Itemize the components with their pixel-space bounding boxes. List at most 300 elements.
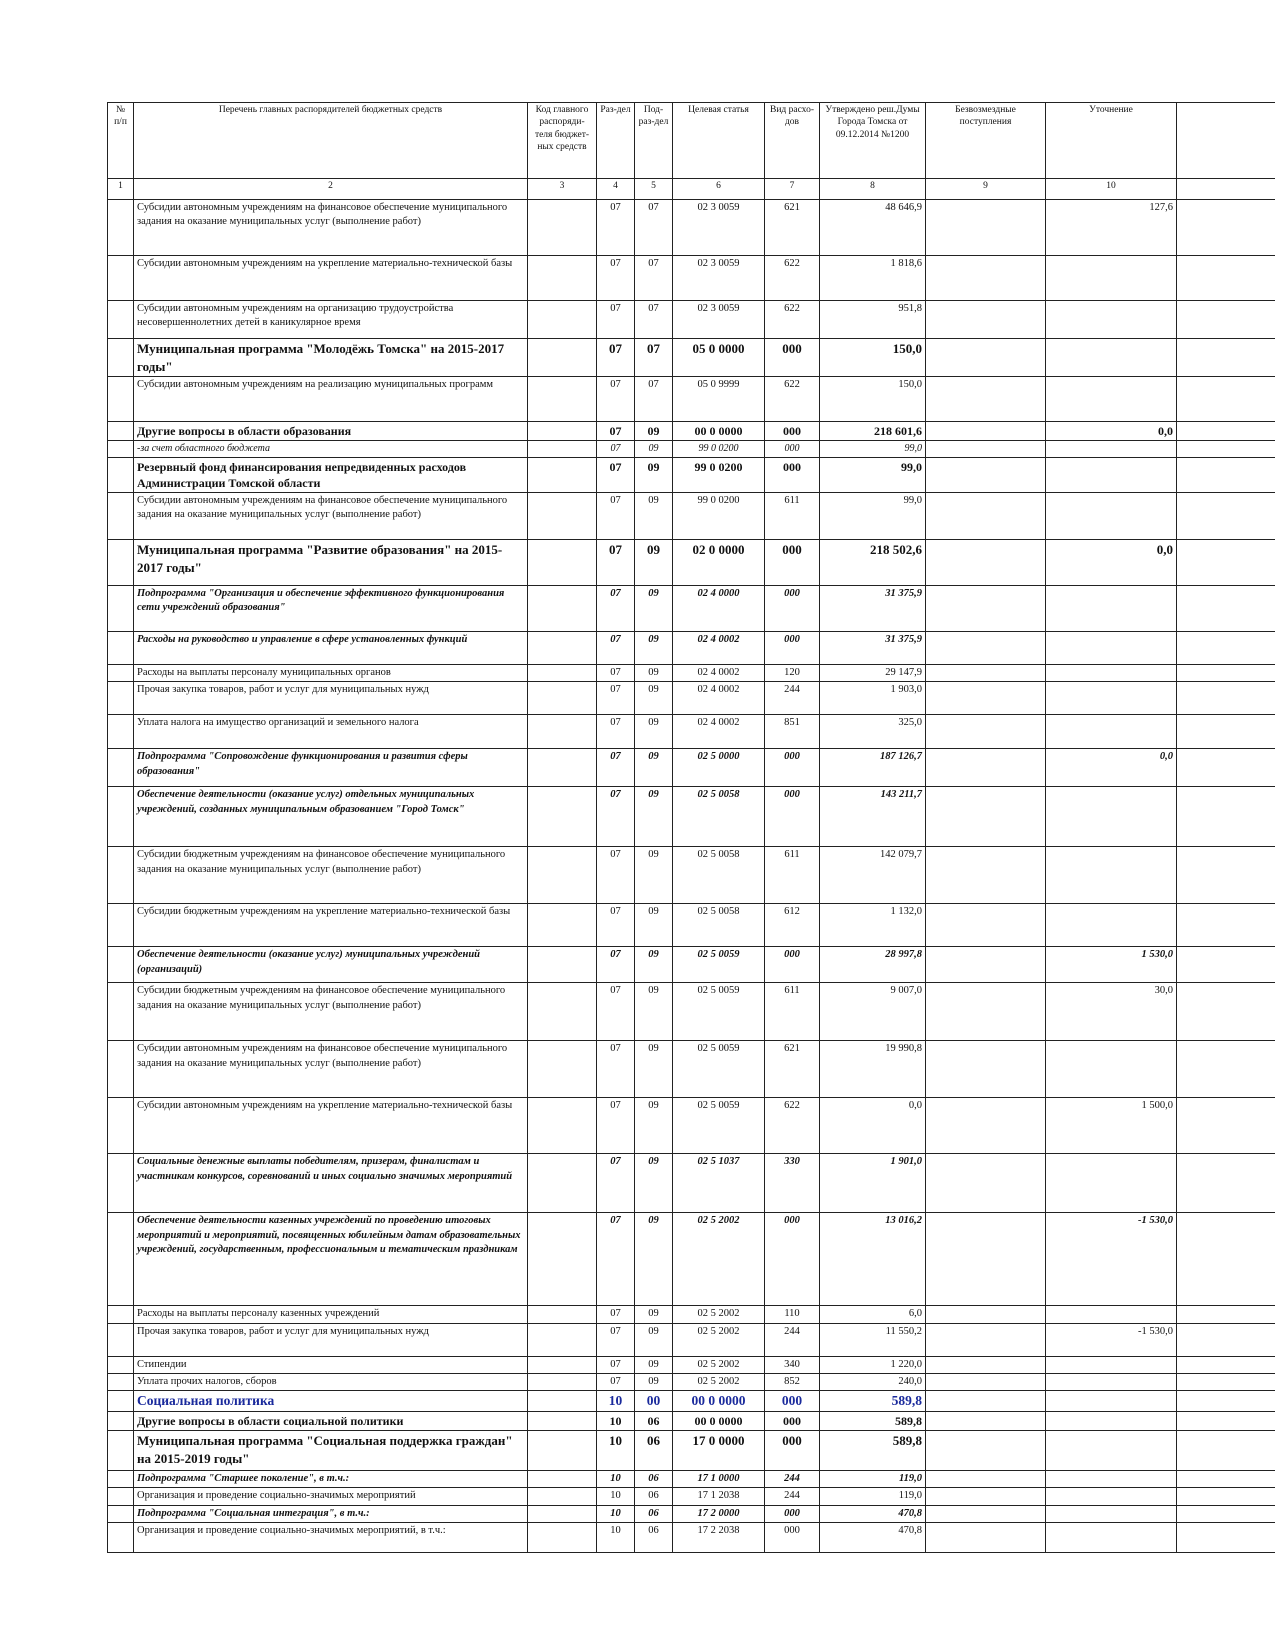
row-approved: 589,8 bbox=[820, 1431, 926, 1471]
row-gratuitous bbox=[926, 1488, 1046, 1505]
table-row bbox=[108, 1390, 1275, 1411]
row-name: Резервный фонд финансирования непредвиденных расходов Администрации Томской области bbox=[134, 457, 528, 492]
row-approved: 0,0 bbox=[820, 1098, 926, 1154]
row-approved: 99,0 bbox=[820, 457, 926, 492]
row-section: 07 bbox=[597, 301, 635, 339]
row-extra bbox=[1177, 1488, 1275, 1505]
row-name: Подпрограмма "Сопровождение функционирования и развития сферы образования" bbox=[134, 749, 528, 787]
row-num bbox=[108, 457, 134, 492]
row-gratuitous bbox=[926, 586, 1046, 632]
row-section: 07 bbox=[597, 1356, 635, 1373]
row-gratuitous bbox=[926, 749, 1046, 787]
row-code bbox=[528, 586, 597, 632]
row-expense-type: 000 bbox=[765, 422, 820, 441]
row-section: 07 bbox=[597, 256, 635, 301]
row-approved: 218 502,6 bbox=[820, 540, 926, 586]
row-expense-type: 000 bbox=[765, 749, 820, 787]
row-target: 02 5 0000 bbox=[673, 749, 765, 787]
row-clarification bbox=[1046, 1041, 1177, 1098]
row-num bbox=[108, 715, 134, 749]
row-subsection: 09 bbox=[635, 1356, 673, 1373]
row-code bbox=[528, 1154, 597, 1213]
row-clarification bbox=[1046, 1306, 1177, 1323]
row-num bbox=[108, 1390, 134, 1411]
table-row bbox=[108, 301, 1275, 339]
row-num bbox=[108, 1505, 134, 1522]
row-extra bbox=[1177, 1098, 1275, 1154]
table-row bbox=[108, 947, 1275, 983]
row-subsection: 09 bbox=[635, 1098, 673, 1154]
row-code bbox=[528, 256, 597, 301]
row-name: Субсидии автономным учреждениям на укрепление материально-технической базы bbox=[134, 256, 528, 301]
row-target: 05 0 9999 bbox=[673, 377, 765, 422]
header-num: № п/п bbox=[108, 103, 134, 179]
row-name: Субсидии автономным учреждениям на финансовое обеспечение муниципального задания на оказание муниципальных услуг (выполнение работ) bbox=[134, 493, 528, 540]
row-code bbox=[528, 377, 597, 422]
row-extra bbox=[1177, 1356, 1275, 1373]
row-clarification bbox=[1046, 256, 1177, 301]
row-subsection: 09 bbox=[635, 1373, 673, 1390]
row-approved: 1 818,6 bbox=[820, 256, 926, 301]
row-num bbox=[108, 1041, 134, 1098]
row-num bbox=[108, 1356, 134, 1373]
row-code bbox=[528, 540, 597, 586]
row-num bbox=[108, 377, 134, 422]
row-target: 02 3 0059 bbox=[673, 200, 765, 256]
row-code bbox=[528, 339, 597, 377]
row-target: 00 0 0000 bbox=[673, 1390, 765, 1411]
row-approved: 240,0 bbox=[820, 1373, 926, 1390]
table-row bbox=[108, 847, 1275, 904]
row-section: 10 bbox=[597, 1522, 635, 1552]
row-subsection: 09 bbox=[635, 983, 673, 1041]
row-target: 17 1 2038 bbox=[673, 1488, 765, 1505]
row-clarification bbox=[1046, 339, 1177, 377]
row-subsection: 09 bbox=[635, 715, 673, 749]
row-code bbox=[528, 422, 597, 441]
column-number-row bbox=[108, 179, 1275, 200]
table-row bbox=[108, 377, 1275, 422]
row-num bbox=[108, 682, 134, 715]
row-section: 07 bbox=[597, 1213, 635, 1306]
row-clarification bbox=[1046, 904, 1177, 947]
row-code bbox=[528, 301, 597, 339]
header-expense-type: Вид расхо-дов bbox=[765, 103, 820, 179]
row-gratuitous bbox=[926, 1471, 1046, 1488]
row-extra bbox=[1177, 1431, 1275, 1471]
row-section: 10 bbox=[597, 1488, 635, 1505]
row-expense-type: 622 bbox=[765, 301, 820, 339]
row-target: 02 5 2002 bbox=[673, 1323, 765, 1356]
row-expense-type: 612 bbox=[765, 904, 820, 947]
row-code bbox=[528, 665, 597, 682]
row-num bbox=[108, 441, 134, 458]
row-clarification bbox=[1046, 787, 1177, 847]
row-target: 02 5 2002 bbox=[673, 1373, 765, 1390]
row-code bbox=[528, 904, 597, 947]
row-target: 02 4 0002 bbox=[673, 715, 765, 749]
row-subsection: 09 bbox=[635, 947, 673, 983]
col-number: 1 bbox=[108, 179, 134, 200]
row-name: Субсидии автономным учреждениям на организацию трудоустройства несовершеннолетних детей в каникулярное время bbox=[134, 301, 528, 339]
row-expense-type: 000 bbox=[765, 586, 820, 632]
row-extra bbox=[1177, 983, 1275, 1041]
row-name: Муниципальная программа "Социальная поддержка граждан" на 2015-2019 годы" bbox=[134, 1431, 528, 1471]
row-subsection: 06 bbox=[635, 1505, 673, 1522]
row-gratuitous bbox=[926, 1323, 1046, 1356]
row-expense-type: 622 bbox=[765, 256, 820, 301]
table-row bbox=[108, 457, 1275, 492]
row-clarification bbox=[1046, 1488, 1177, 1505]
row-clarification bbox=[1046, 301, 1177, 339]
row-subsection: 09 bbox=[635, 493, 673, 540]
row-gratuitous bbox=[926, 847, 1046, 904]
row-subsection: 07 bbox=[635, 339, 673, 377]
row-gratuitous bbox=[926, 377, 1046, 422]
row-code bbox=[528, 983, 597, 1041]
table-row bbox=[108, 422, 1275, 441]
table-row bbox=[108, 1412, 1275, 1431]
row-extra bbox=[1177, 586, 1275, 632]
row-subsection: 09 bbox=[635, 749, 673, 787]
row-num bbox=[108, 1323, 134, 1356]
row-clarification: -1 530,0 bbox=[1046, 1323, 1177, 1356]
row-gratuitous bbox=[926, 947, 1046, 983]
row-clarification bbox=[1046, 1356, 1177, 1373]
row-target: 02 0 0000 bbox=[673, 540, 765, 586]
row-approved: 9 007,0 bbox=[820, 983, 926, 1041]
table-row bbox=[108, 441, 1275, 458]
row-name: Стипендии bbox=[134, 1356, 528, 1373]
row-expense-type: 000 bbox=[765, 457, 820, 492]
row-approved: 325,0 bbox=[820, 715, 926, 749]
row-name: Другие вопросы в области образования bbox=[134, 422, 528, 441]
row-target: 02 3 0059 bbox=[673, 256, 765, 301]
row-target: 02 4 0002 bbox=[673, 682, 765, 715]
row-subsection: 09 bbox=[635, 1306, 673, 1323]
table-row bbox=[108, 200, 1275, 256]
row-subsection: 06 bbox=[635, 1412, 673, 1431]
row-clarification bbox=[1046, 847, 1177, 904]
row-approved: 6,0 bbox=[820, 1306, 926, 1323]
table-body bbox=[108, 200, 1275, 1553]
row-clarification: 1 530,0 bbox=[1046, 947, 1177, 983]
row-target: 02 5 0059 bbox=[673, 1098, 765, 1154]
row-gratuitous bbox=[926, 1412, 1046, 1431]
row-expense-type: 000 bbox=[765, 540, 820, 586]
row-name: Подпрограмма "Социальная интеграция", в т.ч.: bbox=[134, 1505, 528, 1522]
row-num bbox=[108, 904, 134, 947]
row-expense-type: 000 bbox=[765, 947, 820, 983]
row-num bbox=[108, 1471, 134, 1488]
row-gratuitous bbox=[926, 441, 1046, 458]
header-code: Код главного распоряди-теля бюджет-ных средств bbox=[528, 103, 597, 179]
row-gratuitous bbox=[926, 1098, 1046, 1154]
row-subsection: 09 bbox=[635, 682, 673, 715]
row-expense-type: 000 bbox=[765, 1390, 820, 1411]
row-target: 02 5 2002 bbox=[673, 1213, 765, 1306]
row-expense-type: 244 bbox=[765, 1471, 820, 1488]
col-number: 9 bbox=[926, 179, 1046, 200]
row-subsection: 09 bbox=[635, 787, 673, 847]
row-subsection: 09 bbox=[635, 632, 673, 665]
row-extra bbox=[1177, 749, 1275, 787]
row-num bbox=[108, 632, 134, 665]
row-approved: 11 550,2 bbox=[820, 1323, 926, 1356]
row-clarification: -1 530,0 bbox=[1046, 1213, 1177, 1306]
row-code bbox=[528, 200, 597, 256]
row-approved: 951,8 bbox=[820, 301, 926, 339]
row-num bbox=[108, 256, 134, 301]
row-clarification bbox=[1046, 715, 1177, 749]
row-name: Субсидии автономным учреждениям на финансовое обеспечение муниципального задания на оказание муниципальных услуг (выполнение работ) bbox=[134, 200, 528, 256]
row-gratuitous bbox=[926, 1373, 1046, 1390]
table-row bbox=[108, 1505, 1275, 1522]
row-extra bbox=[1177, 256, 1275, 301]
row-code bbox=[528, 1522, 597, 1552]
row-num bbox=[108, 493, 134, 540]
row-expense-type: 110 bbox=[765, 1306, 820, 1323]
row-name: Обеспечение деятельности (оказание услуг) муниципальных учреждений (организаций) bbox=[134, 947, 528, 983]
row-name: Уплата прочих налогов, сборов bbox=[134, 1373, 528, 1390]
row-num bbox=[108, 847, 134, 904]
row-subsection: 09 bbox=[635, 904, 673, 947]
row-code bbox=[528, 632, 597, 665]
row-num bbox=[108, 1213, 134, 1306]
row-section: 07 bbox=[597, 1373, 635, 1390]
row-section: 10 bbox=[597, 1431, 635, 1471]
row-expense-type: 244 bbox=[765, 1323, 820, 1356]
row-extra bbox=[1177, 682, 1275, 715]
table-row bbox=[108, 540, 1275, 586]
row-name: Прочая закупка товаров, работ и услуг для муниципальных нужд bbox=[134, 1323, 528, 1356]
row-code bbox=[528, 1471, 597, 1488]
row-expense-type: 611 bbox=[765, 983, 820, 1041]
row-target: 99 0 0200 bbox=[673, 457, 765, 492]
row-gratuitous bbox=[926, 682, 1046, 715]
row-section: 07 bbox=[597, 715, 635, 749]
row-code bbox=[528, 1412, 597, 1431]
row-subsection: 00 bbox=[635, 1390, 673, 1411]
row-expense-type: 340 bbox=[765, 1356, 820, 1373]
row-extra bbox=[1177, 493, 1275, 540]
col-number: 4 bbox=[597, 179, 635, 200]
table-row bbox=[108, 1098, 1275, 1154]
row-num bbox=[108, 1373, 134, 1390]
row-clarification bbox=[1046, 665, 1177, 682]
row-code bbox=[528, 1505, 597, 1522]
row-section: 07 bbox=[597, 493, 635, 540]
row-target: 02 4 0002 bbox=[673, 632, 765, 665]
table-row bbox=[108, 983, 1275, 1041]
row-name: Расходы на выплаты персоналу казенных учреждений bbox=[134, 1306, 528, 1323]
row-expense-type: 621 bbox=[765, 200, 820, 256]
table-row bbox=[108, 1373, 1275, 1390]
row-section: 07 bbox=[597, 540, 635, 586]
table-row bbox=[108, 1356, 1275, 1373]
row-gratuitous bbox=[926, 1356, 1046, 1373]
table-row bbox=[108, 586, 1275, 632]
row-extra bbox=[1177, 1213, 1275, 1306]
row-approved: 1 901,0 bbox=[820, 1154, 926, 1213]
row-approved: 218 601,6 bbox=[820, 422, 926, 441]
row-gratuitous bbox=[926, 715, 1046, 749]
header-approved: Утверждено реш.Думы Города Томска от 09.12.2014 №1200 bbox=[820, 103, 926, 179]
row-clarification: 30,0 bbox=[1046, 983, 1177, 1041]
row-extra bbox=[1177, 1412, 1275, 1431]
row-expense-type: 000 bbox=[765, 632, 820, 665]
row-section: 07 bbox=[597, 632, 635, 665]
row-extra bbox=[1177, 665, 1275, 682]
col-number: 3 bbox=[528, 179, 597, 200]
col-number: 2 bbox=[134, 179, 528, 200]
row-gratuitous bbox=[926, 1306, 1046, 1323]
table-row bbox=[108, 1323, 1275, 1356]
row-target: 00 0 0000 bbox=[673, 422, 765, 441]
row-subsection: 09 bbox=[635, 457, 673, 492]
row-subsection: 09 bbox=[635, 1323, 673, 1356]
row-extra bbox=[1177, 377, 1275, 422]
row-clarification bbox=[1046, 377, 1177, 422]
row-name: Организация и проведение социально-значимых мероприятий, в т.ч.: bbox=[134, 1522, 528, 1552]
row-clarification bbox=[1046, 1471, 1177, 1488]
row-gratuitous bbox=[926, 983, 1046, 1041]
row-expense-type: 611 bbox=[765, 493, 820, 540]
row-expense-type: 330 bbox=[765, 1154, 820, 1213]
row-approved: 143 211,7 bbox=[820, 787, 926, 847]
row-target: 05 0 0000 bbox=[673, 339, 765, 377]
row-subsection: 09 bbox=[635, 665, 673, 682]
row-code bbox=[528, 1390, 597, 1411]
row-num bbox=[108, 1098, 134, 1154]
row-code bbox=[528, 457, 597, 492]
row-section: 07 bbox=[597, 983, 635, 1041]
row-num bbox=[108, 339, 134, 377]
row-extra bbox=[1177, 441, 1275, 458]
row-approved: 99,0 bbox=[820, 493, 926, 540]
row-extra bbox=[1177, 947, 1275, 983]
row-gratuitous bbox=[926, 1505, 1046, 1522]
row-extra bbox=[1177, 301, 1275, 339]
row-num bbox=[108, 787, 134, 847]
row-name: Субсидии бюджетным учреждениям на финансовое обеспечение муниципального задания на оказание муниципальных услуг (выполнение работ) bbox=[134, 847, 528, 904]
header-extra bbox=[1177, 103, 1275, 179]
row-subsection: 07 bbox=[635, 301, 673, 339]
row-clarification: 0,0 bbox=[1046, 749, 1177, 787]
row-extra bbox=[1177, 632, 1275, 665]
row-name: Организация и проведение социально-значимых мероприятий bbox=[134, 1488, 528, 1505]
row-code bbox=[528, 1306, 597, 1323]
row-gratuitous bbox=[926, 301, 1046, 339]
table-row bbox=[108, 1306, 1275, 1323]
row-extra bbox=[1177, 1154, 1275, 1213]
row-extra bbox=[1177, 847, 1275, 904]
row-extra bbox=[1177, 904, 1275, 947]
row-name: Социальные денежные выплаты победителям, призерам, финалистам и участникам конкурсов, соревнований и иных социально значимых мероприятий bbox=[134, 1154, 528, 1213]
row-clarification: 1 500,0 bbox=[1046, 1098, 1177, 1154]
row-name: Расходы на руководство и управление в сфере установленных функций bbox=[134, 632, 528, 665]
row-name: Субсидии бюджетным учреждениям на укрепление материально-технической базы bbox=[134, 904, 528, 947]
row-target: 02 5 0058 bbox=[673, 847, 765, 904]
row-clarification bbox=[1046, 586, 1177, 632]
row-gratuitous bbox=[926, 665, 1046, 682]
row-name: Социальная политика bbox=[134, 1390, 528, 1411]
row-approved: 48 646,9 bbox=[820, 200, 926, 256]
row-subsection: 06 bbox=[635, 1488, 673, 1505]
row-expense-type: 621 bbox=[765, 1041, 820, 1098]
row-name: Подпрограмма "Старшее поколение", в т.ч.: bbox=[134, 1471, 528, 1488]
row-expense-type: 000 bbox=[765, 1213, 820, 1306]
row-subsection: 09 bbox=[635, 540, 673, 586]
row-extra bbox=[1177, 200, 1275, 256]
row-num bbox=[108, 983, 134, 1041]
row-code bbox=[528, 1213, 597, 1306]
row-section: 07 bbox=[597, 1041, 635, 1098]
row-section: 07 bbox=[597, 377, 635, 422]
row-clarification bbox=[1046, 1390, 1177, 1411]
row-target: 99 0 0200 bbox=[673, 493, 765, 540]
row-approved: 150,0 bbox=[820, 377, 926, 422]
row-name: Прочая закупка товаров, работ и услуг для муниципальных нужд bbox=[134, 682, 528, 715]
row-extra bbox=[1177, 422, 1275, 441]
row-subsection: 09 bbox=[635, 1041, 673, 1098]
row-num bbox=[108, 1431, 134, 1471]
table-row bbox=[108, 1431, 1275, 1471]
row-num bbox=[108, 422, 134, 441]
row-section: 07 bbox=[597, 586, 635, 632]
row-subsection: 07 bbox=[635, 200, 673, 256]
table-row bbox=[108, 632, 1275, 665]
row-target: 02 5 0059 bbox=[673, 983, 765, 1041]
row-target: 99 0 0200 bbox=[673, 441, 765, 458]
row-gratuitous bbox=[926, 787, 1046, 847]
row-num bbox=[108, 1412, 134, 1431]
row-approved: 142 079,7 bbox=[820, 847, 926, 904]
row-approved: 28 997,8 bbox=[820, 947, 926, 983]
row-extra bbox=[1177, 715, 1275, 749]
row-extra bbox=[1177, 1041, 1275, 1098]
row-section: 07 bbox=[597, 1306, 635, 1323]
row-section: 07 bbox=[597, 665, 635, 682]
row-subsection: 09 bbox=[635, 422, 673, 441]
row-code bbox=[528, 441, 597, 458]
row-gratuitous bbox=[926, 632, 1046, 665]
row-name: Субсидии бюджетным учреждениям на финансовое обеспечение муниципального задания на оказание муниципальных услуг (выполнение работ) bbox=[134, 983, 528, 1041]
row-name: Подпрограмма "Организация и обеспечение эффективного функционирования сети учреждений образования" bbox=[134, 586, 528, 632]
row-gratuitous bbox=[926, 1431, 1046, 1471]
row-subsection: 07 bbox=[635, 377, 673, 422]
row-code bbox=[528, 715, 597, 749]
row-section: 07 bbox=[597, 682, 635, 715]
row-section: 10 bbox=[597, 1471, 635, 1488]
row-gratuitous bbox=[926, 1154, 1046, 1213]
row-gratuitous bbox=[926, 457, 1046, 492]
row-clarification bbox=[1046, 1373, 1177, 1390]
row-name: Муниципальная программа "Развитие образования" на 2015-2017 годы" bbox=[134, 540, 528, 586]
col-number: 6 bbox=[673, 179, 765, 200]
row-gratuitous bbox=[926, 1522, 1046, 1552]
row-gratuitous bbox=[926, 1041, 1046, 1098]
table-row bbox=[108, 665, 1275, 682]
row-gratuitous bbox=[926, 540, 1046, 586]
row-target: 17 2 2038 bbox=[673, 1522, 765, 1552]
table-row bbox=[108, 1488, 1275, 1505]
row-name: -за счет областного бюджета bbox=[134, 441, 528, 458]
row-extra bbox=[1177, 1522, 1275, 1552]
row-section: 07 bbox=[597, 1154, 635, 1213]
row-code bbox=[528, 787, 597, 847]
row-section: 07 bbox=[597, 441, 635, 458]
